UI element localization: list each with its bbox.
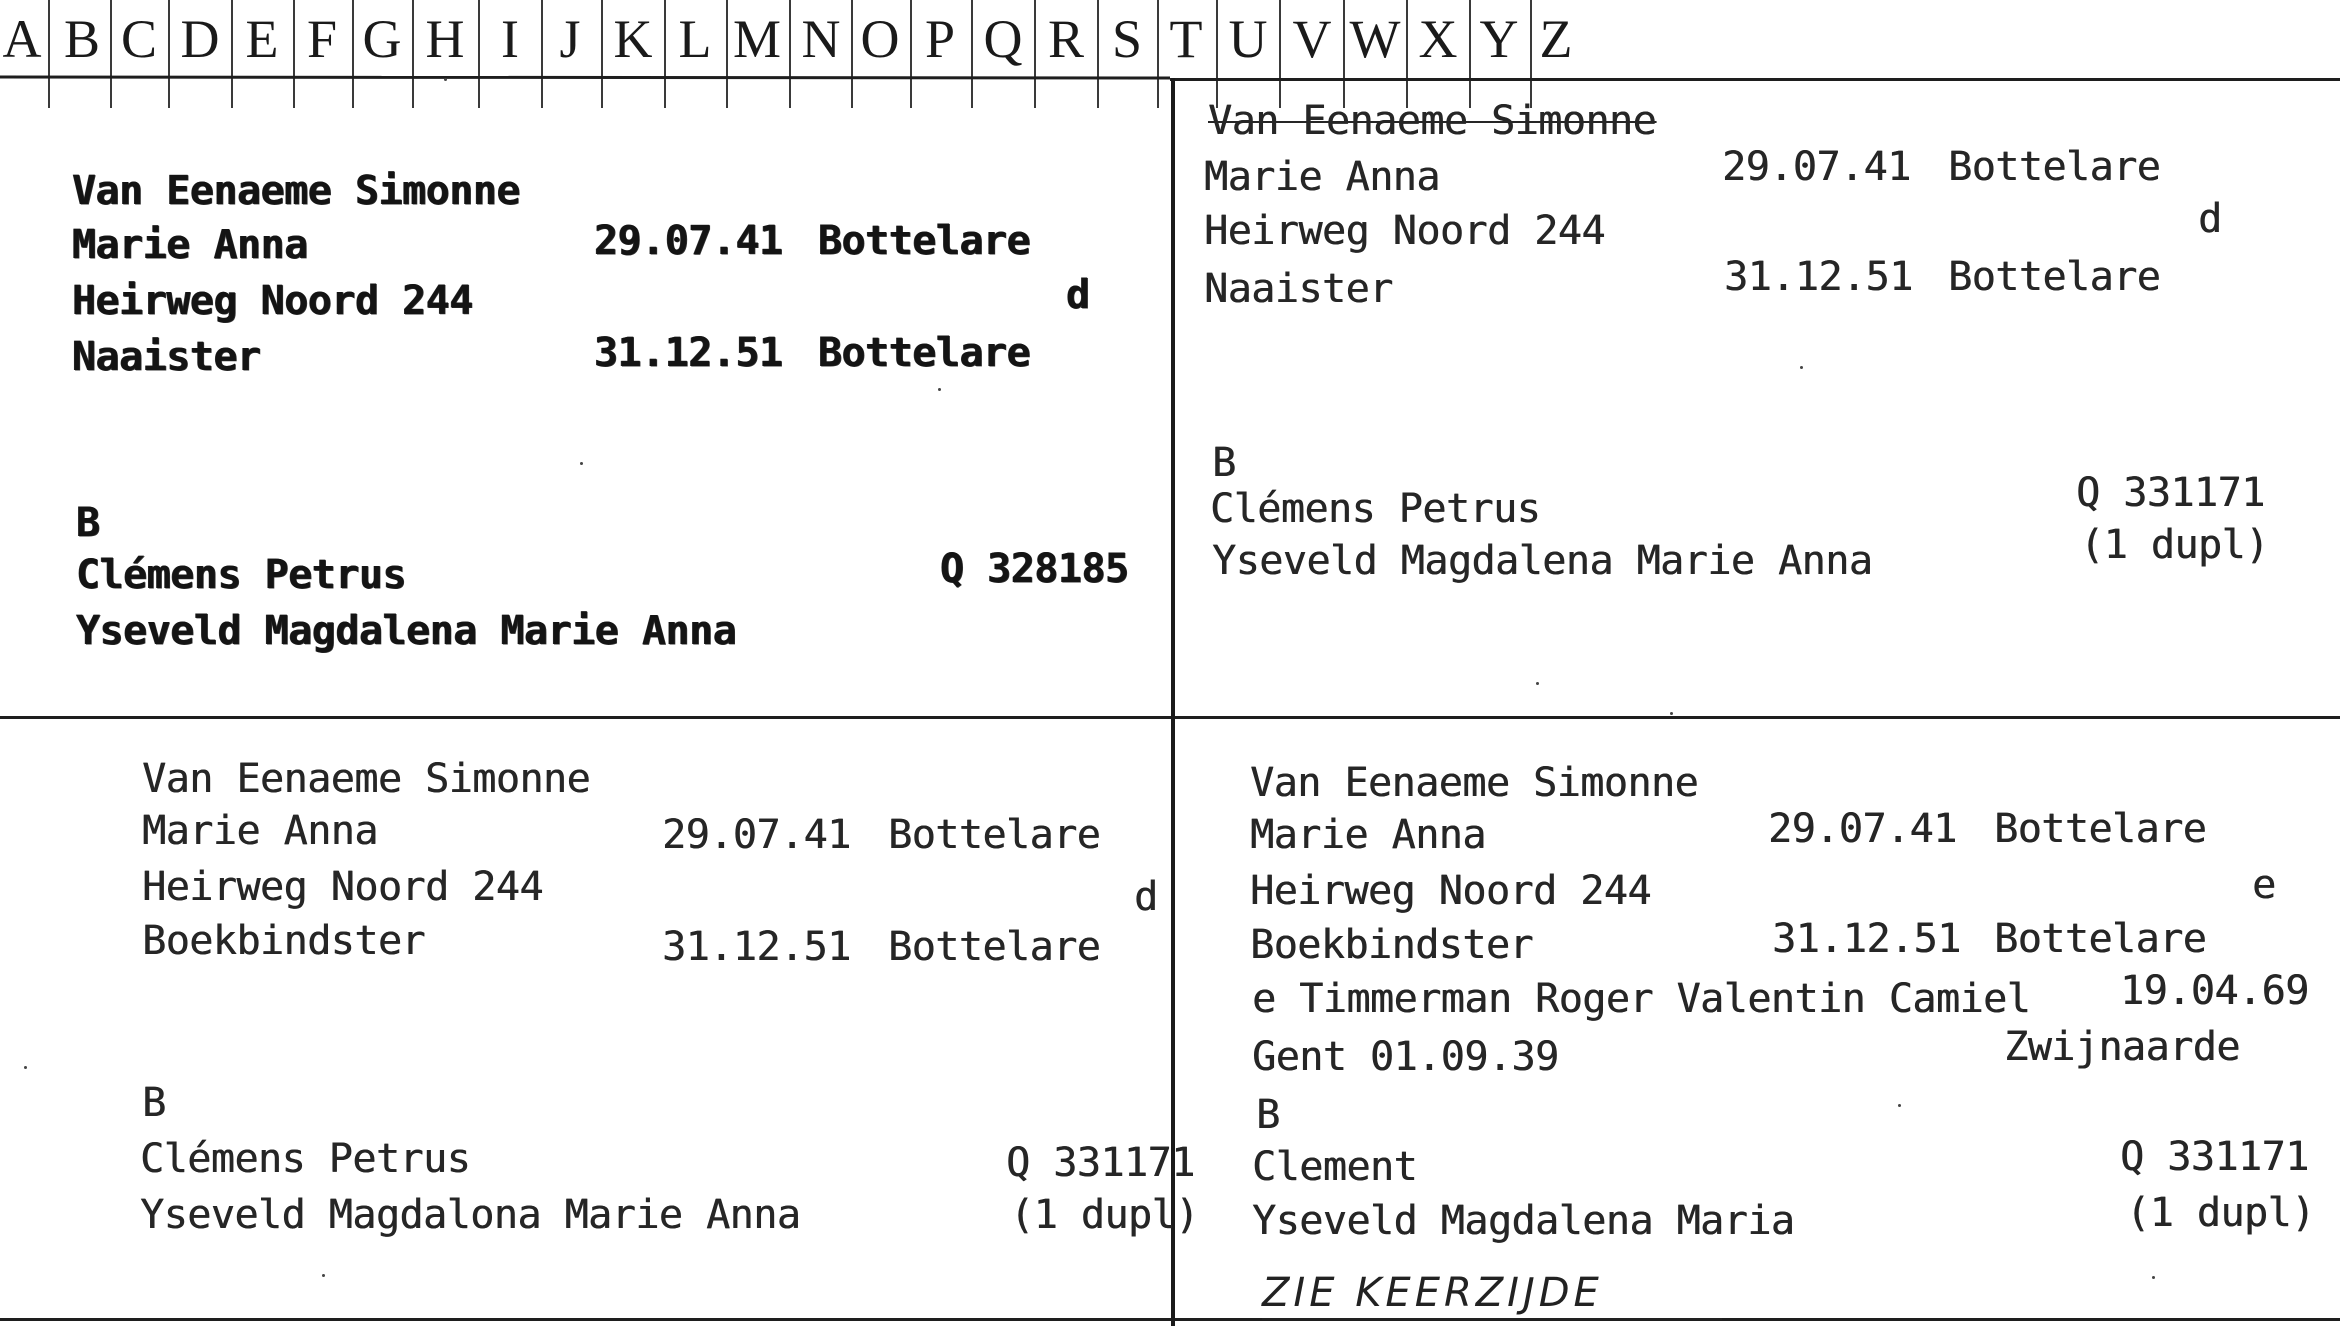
card-father: Clémens Petrus [140,1136,471,1182]
card-father: Clémens Petrus [1210,486,1541,532]
card-birth-date: 29.07.41 [1722,144,1911,190]
index-divider [1530,0,1532,108]
card-birth-date: 29.07.41 [1768,806,1957,852]
card-status-code: d [1134,874,1158,920]
index-letter-l: L [678,9,712,69]
index-letter-w: W [1349,9,1401,69]
index-divider [541,0,543,108]
card-spouse-birth: Gent 01.09.39 [1252,1034,1559,1080]
card-occupation: Boekbindster [142,918,425,964]
card-reference-number: Q 328185 [940,546,1129,592]
index-divider [1279,0,1281,108]
index-letter-g: G [362,9,402,69]
card-reference-number: Q 331171 [2076,470,2265,516]
card-section-letter: B [142,1080,166,1126]
index-letter-z: Z [1539,9,1573,69]
handwritten-underline [1262,1318,1722,1320]
card-given-names: Marie Anna [72,222,308,268]
card-reference-number: Q 331171 [1006,1140,1195,1186]
index-letter-o: O [860,9,900,69]
card-marriage-date: 19.04.69 [2120,968,2309,1014]
card-mother: Yseveld Magdalena Marie Anna [1212,538,1873,584]
card-status-code: d [2198,196,2222,242]
page-bottom-rule [0,1318,2340,1321]
card-name: Van Eenaeme Simonne [142,756,591,802]
index-letter-s: S [1111,9,1143,69]
index-letter-v: V [1292,9,1332,69]
card-occupation: Naaister [1204,266,1393,312]
card-spouse: e Timmerman Roger Valentin Camiel [1252,976,2031,1022]
card-status-code: e [2252,862,2276,908]
index-letter-e: E [245,9,279,69]
scan-speck [322,1274,325,1277]
card-marriage-place: Zwijnaarde [2004,1024,2240,1070]
card-section-letter: B [1212,440,1236,486]
index-letter-d: D [180,9,220,69]
index-letter-h: H [425,9,465,69]
card-address: Heirweg Noord 244 [142,864,543,910]
card-name: Van Eenaeme Simonne [1250,760,1699,806]
strip-bottom-rule [0,75,1170,79]
card-name: Van Eenaeme Simonne [1208,98,1657,144]
card-given-names: Marie Anna [142,808,378,854]
alphabet-index-strip [0,0,2340,78]
index-letter-u: U [1228,9,1268,69]
strip-bottom-rule [1170,78,2340,81]
index-letter-r: R [1047,9,1085,69]
scan-speck [2152,1276,2155,1279]
index-divider [412,0,414,108]
index-divider [789,0,791,108]
card-registration-date: 31.12.51 [662,924,851,970]
card-reference-number: Q 331171 [2120,1134,2309,1180]
index-divider [352,0,354,108]
index-divider [851,0,853,108]
scan-speck [1898,1104,1901,1107]
index-letter-y: Y [1479,9,1519,69]
index-divider [48,0,50,108]
card-birth-date: 29.07.41 [594,218,783,264]
index-divider [168,0,170,108]
index-divider [1406,0,1408,108]
card-row-divider [0,716,2340,719]
index-letter-p: P [924,9,956,69]
card-registration-place: Bottelare [1994,916,2207,962]
card-birth-date: 29.07.41 [662,812,851,858]
scan-speck [580,462,583,465]
card-registration-place: Bottelare [818,330,1031,376]
index-divider [726,0,728,108]
index-divider [293,0,295,108]
card-section-letter: B [76,500,100,546]
card-mother: Yseveld Magdalena Maria [1252,1198,1795,1244]
card-registration-place: Bottelare [888,924,1101,970]
card-mother: Yseveld Magdalena Marie Anna [76,608,737,654]
index-divider [1343,0,1345,108]
scan-speck [1800,366,1803,369]
card-mother: Yseveld Magdalona Marie Anna [140,1192,801,1238]
index-letter-t: T [1169,9,1203,69]
card-address: Heirweg Noord 244 [1250,868,1651,914]
card-birth-place: Bottelare [888,812,1101,858]
card-birth-place: Bottelare [1994,806,2207,852]
index-letter-i: I [501,9,519,69]
scan-speck [24,1066,27,1069]
index-letter-b: B [63,9,101,69]
card-duplicate-note: (1 dupl) [2080,522,2269,568]
card-given-names: Marie Anna [1250,812,1486,858]
index-divider [1469,0,1471,108]
index-divider [910,0,912,108]
index-letter-n: N [801,9,841,69]
scan-speck [444,78,447,81]
index-letter-a: A [2,9,42,69]
index-letter-f: F [306,9,338,69]
index-divider [478,0,480,108]
card-column-divider [1171,78,1175,1326]
index-letter-m: M [732,9,782,69]
scan-speck [938,388,941,391]
index-divider [664,0,666,108]
card-address: Heirweg Noord 244 [1204,208,1605,254]
card-registration-date: 31.12.51 [1772,916,1961,962]
index-letter-x: X [1418,9,1458,69]
index-letter-c: C [120,9,158,69]
scan-speck [1536,682,1539,685]
card-occupation: Naaister [72,334,261,380]
card-section-letter: B [1256,1092,1280,1138]
index-letter-q: Q [983,9,1023,69]
index-divider [110,0,112,108]
index-divider [1157,0,1159,108]
scan-speck [1670,712,1673,715]
card-duplicate-note: (1 dupl) [1010,1192,1199,1238]
card-status-code: d [1066,272,1090,318]
index-divider [231,0,233,108]
index-divider [601,0,603,108]
index-divider [971,0,973,108]
index-divider [1097,0,1099,108]
card-occupation: Boekbindster [1250,922,1533,968]
handwritten-note: ZIE KEERZIJDE [1262,1270,1603,1316]
card-birth-place: Bottelare [1948,144,2161,190]
index-divider [1034,0,1036,108]
card-name: Van Eenaeme Simonne [72,168,521,214]
card-father: Clémens Petrus [76,552,407,598]
card-address: Heirweg Noord 244 [72,278,473,324]
card-registration-place: Bottelare [1948,254,2161,300]
card-registration-date: 31.12.51 [594,330,783,376]
card-father: Clement [1252,1144,1418,1190]
card-registration-date: 31.12.51 [1724,254,1913,300]
index-divider [1216,0,1218,108]
card-birth-place: Bottelare [818,218,1031,264]
index-letter-j: J [559,9,581,69]
index-letter-k: K [613,9,653,69]
card-given-names: Marie Anna [1204,154,1440,200]
card-duplicate-note: (1 dupl) [2126,1190,2315,1236]
